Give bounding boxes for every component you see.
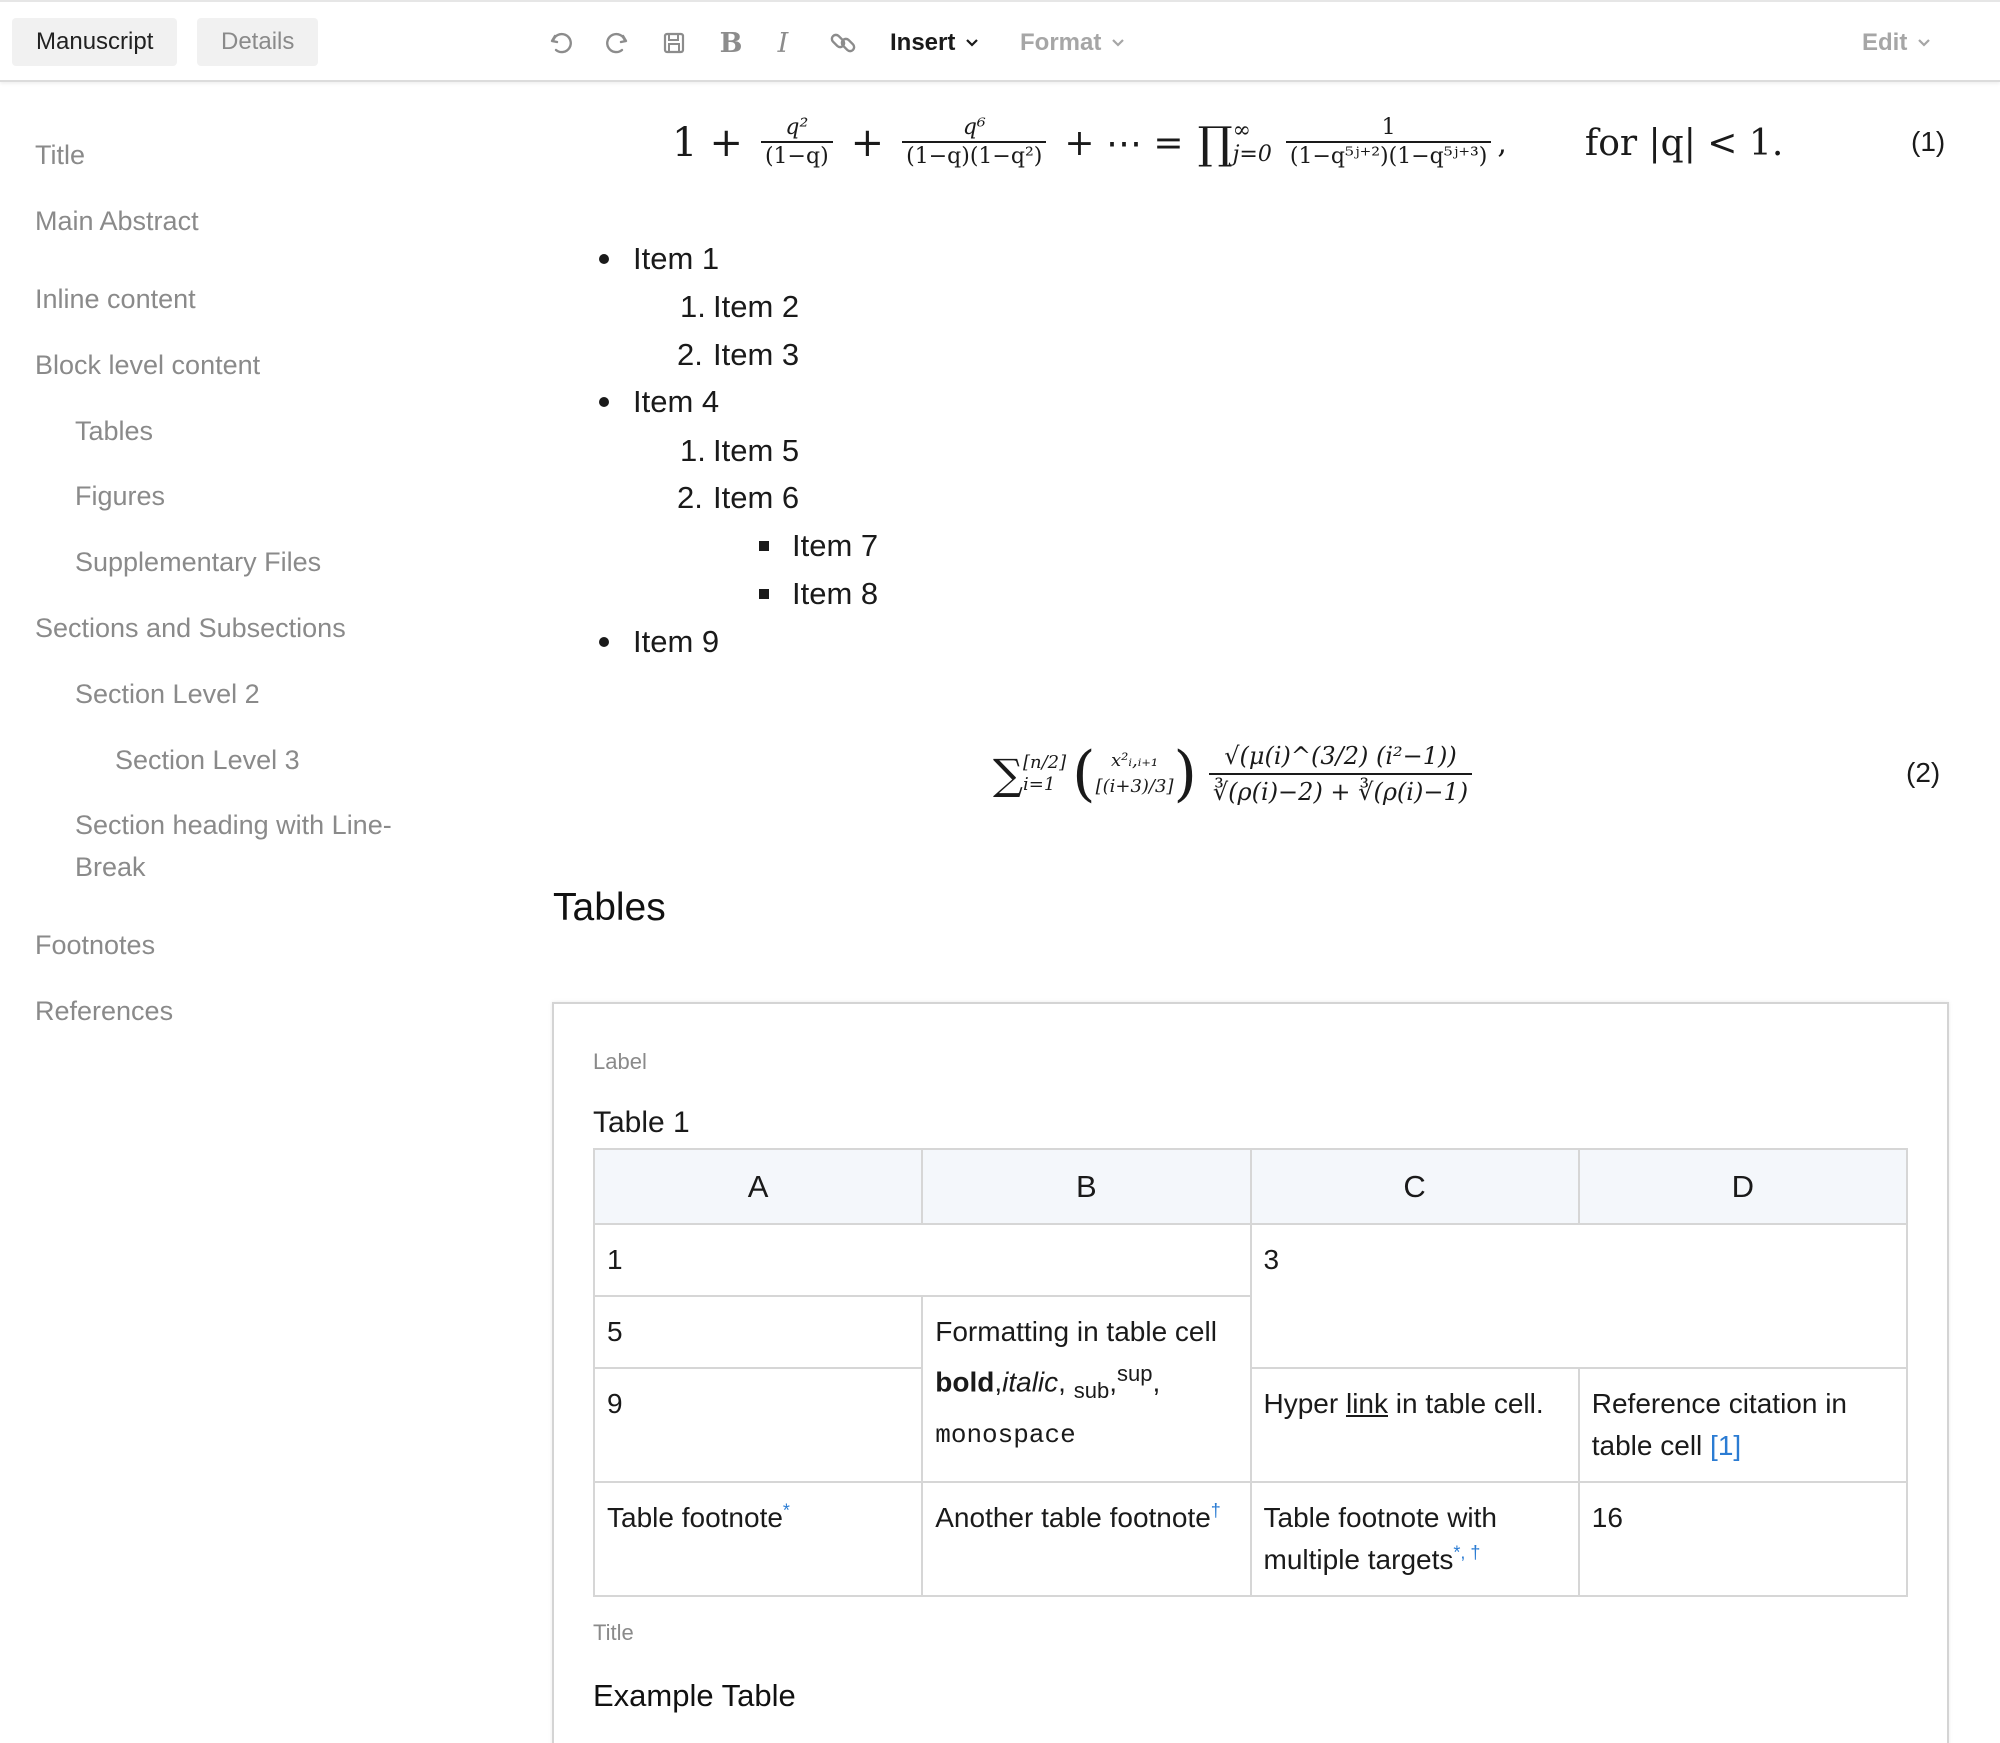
table-row [594, 1482, 1907, 1596]
chevron-down-icon [1917, 38, 1931, 48]
insert-menu[interactable] [890, 24, 979, 62]
example-table [593, 1148, 1908, 1597]
table-header-row [594, 1149, 1907, 1224]
list-item-5: Item 5 [713, 433, 800, 468]
link-icon[interactable] [827, 24, 859, 62]
subscript-text: sub [1073, 1377, 1110, 1403]
list-item-2: Item 2 [713, 289, 800, 324]
section-heading-tables: Tables [553, 886, 666, 929]
equation-2 [993, 726, 1478, 822]
list-item-1: Item 1 [633, 241, 720, 276]
toc-item-section-level-3[interactable]: Section Level 3 [115, 745, 300, 775]
format-menu[interactable] [1020, 24, 1125, 62]
hyperlink[interactable]: link [1345, 1388, 1388, 1419]
toc-item-inline-content[interactable]: Inline content [35, 284, 196, 314]
table-row [594, 1368, 1907, 1482]
eq1-fraction-1 [761, 115, 833, 171]
redo-icon[interactable] [602, 24, 632, 62]
bold-icon[interactable]: B [719, 27, 743, 59]
eq1-plus: + [709, 120, 743, 166]
eq1-product-sub: j=0 [1232, 142, 1272, 167]
table-cell[interactable]: 5 [594, 1296, 922, 1368]
hyperlink-pre: Hyper [1263, 1388, 1339, 1419]
eq1-product-sup: ∞ [1232, 118, 1251, 143]
eq2-sum-sup: [n/2] [1022, 752, 1067, 773]
eq1-f2-den: (1−q)(1−q²) [902, 141, 1046, 171]
bullet-square [759, 541, 769, 551]
superscript-text: sup [1116, 1361, 1153, 1386]
italic-text: italic [1002, 1366, 1059, 1398]
table-title-caption: Title [593, 1620, 634, 1645]
table-cell-footnote[interactable] [594, 1482, 922, 1596]
bullet-disc [599, 397, 609, 407]
toc-item-tables[interactable]: Tables [75, 416, 154, 446]
eq1-fraction-2 [902, 115, 1046, 171]
footnote-marker[interactable]: † [1210, 1500, 1221, 1521]
bullet-disc [599, 637, 609, 647]
eq1-f3-den: (1−q⁵ʲ⁺²)(1−q⁵ʲ⁺³) [1286, 141, 1491, 171]
equation-2-number: (2) [1906, 757, 1941, 788]
eq1-f1-den: (1−q) [761, 141, 833, 171]
toc-item-block-level-content[interactable]: Block level content [35, 350, 261, 380]
table-cell[interactable]: 9 [594, 1368, 922, 1482]
tab-details[interactable]: Details [197, 18, 318, 66]
eq2-binomial [1096, 748, 1174, 800]
list-item-6: Item 6 [713, 480, 800, 515]
toc-item-title[interactable]: Title [35, 140, 86, 170]
eq2-fraction [1209, 739, 1472, 809]
table-cell-formatting[interactable]: Formatting in table cell bold,italic, $_{sub}$,$^{sup}$, monospace [922, 1296, 1250, 1482]
eq2-binom-top: x²ᵢ,ᵢ₊₁ [1110, 750, 1159, 771]
table-title-value[interactable]: Example Table [593, 1678, 796, 1713]
eq2-sum: ∑ [993, 749, 1023, 799]
eq1-plus-2: + [850, 120, 885, 166]
table-label-caption: Label [593, 1049, 647, 1074]
list-item-9: Item 9 [633, 624, 720, 659]
toc-item-sections-and-subsections[interactable]: Sections and Subsections [35, 613, 346, 643]
reference-text: Reference citation in table cell [1591, 1388, 1848, 1461]
eq2-num: √(μ(i)^(3/2) (i²−1)) [1224, 742, 1457, 770]
list-item-3: Item 3 [713, 337, 800, 372]
hyperlink-post: in table cell. [1395, 1388, 1544, 1419]
eq1-dots: + ⋯ = [1064, 122, 1184, 164]
equation-1 [672, 108, 1783, 178]
toc-item-section-level-2[interactable]: Section Level 2 [75, 679, 260, 709]
list-marker: 1. [680, 289, 706, 324]
table-cell-footnote[interactable] [1251, 1482, 1579, 1596]
toc-item-figures[interactable]: Figures [75, 481, 166, 511]
table-cell[interactable]: 16 [1579, 1482, 1907, 1596]
undo-icon[interactable] [546, 24, 576, 62]
bullet-disc [599, 254, 609, 264]
list-item-7: Item 7 [792, 528, 879, 563]
list-marker: 2. [677, 480, 703, 515]
eq1-fraction-3 [1286, 115, 1491, 171]
footnote-marker[interactable]: * [782, 1500, 790, 1521]
table-cell[interactable]: 3 [1251, 1224, 1908, 1368]
chevron-down-icon [965, 38, 979, 48]
toolbar [0, 0, 2000, 82]
eq2-sum-limits [1023, 752, 1066, 796]
edit-menu[interactable] [1862, 24, 1931, 62]
eq1-f2-num: q⁶ [962, 115, 986, 140]
equation-1-number: (1) [1911, 126, 1946, 157]
bullet-square [759, 589, 769, 599]
italic-icon[interactable]: I [777, 27, 789, 59]
formatting-text: Formatting in table cell [935, 1316, 1217, 1347]
toc-item-section-heading-line-break[interactable]: Section heading with Line-Break [75, 810, 392, 882]
edit-menu-label: Edit [1862, 29, 1908, 56]
bold-text: bold [935, 1366, 995, 1398]
table-row [594, 1224, 1907, 1296]
footnote-text: Table footnote with multiple targets [1263, 1502, 1497, 1575]
toc-item-references[interactable]: References [35, 996, 174, 1026]
footnote-text: Another table footnote [935, 1502, 1211, 1533]
toc-item-main-abstract[interactable]: Main Abstract [35, 206, 199, 236]
insert-menu-label: Insert [890, 29, 956, 56]
eq2-den: ∛(ρ(i)−2) + ∛(ρ(i)−1) [1209, 773, 1472, 809]
eq1-condition: for |q| < 1. [1584, 122, 1784, 164]
footnote-text: Table footnote [607, 1502, 783, 1533]
reference-citation-link[interactable]: [1] [1710, 1430, 1742, 1461]
save-icon[interactable] [659, 24, 689, 62]
column-header-c[interactable]: C [1251, 1149, 1579, 1224]
toc-item-supplementary-files[interactable]: Supplementary Files [75, 547, 322, 577]
eq1-product-limits [1233, 119, 1272, 167]
eq1-comma: , [1497, 125, 1507, 161]
list-item-8: Item 8 [792, 576, 879, 611]
chevron-down-icon [1111, 38, 1125, 48]
table-label-value[interactable]: Table 1 [593, 1106, 690, 1139]
eq1-product: ∏ [1197, 117, 1233, 169]
list-marker: 2. [677, 337, 703, 372]
eq2-binom-bottom: [(i+3)/3] [1095, 776, 1174, 797]
eq2-sum-sub: i=1 [1022, 774, 1056, 795]
column-header-b[interactable]: B [922, 1149, 1250, 1224]
format-menu-label: Format [1020, 29, 1102, 56]
table-cell-reference[interactable] [1579, 1368, 1907, 1482]
table-cell-hyperlink[interactable] [1251, 1368, 1579, 1482]
table-cell[interactable]: 1 [594, 1224, 1251, 1296]
footnote-markers[interactable]: *, † [1453, 1542, 1481, 1563]
eq2-paren-right: ) [1173, 739, 1197, 809]
list-item-4: Item 4 [633, 384, 720, 419]
list-marker: 1. [680, 433, 706, 468]
column-header-a[interactable]: A [594, 1149, 922, 1224]
eq1-f3-num: 1 [1381, 115, 1396, 140]
eq2-paren-left: ( [1072, 739, 1096, 809]
column-header-d[interactable]: D [1579, 1149, 1907, 1224]
table-cell-footnote[interactable] [922, 1482, 1250, 1596]
monospace-text: monospace [935, 1419, 1076, 1450]
eq1-f1-num: q² [785, 115, 809, 140]
eq1-one: 1 [672, 120, 698, 166]
tab-manuscript[interactable]: Manuscript [12, 18, 177, 66]
toc-item-footnotes[interactable]: Footnotes [35, 930, 156, 960]
